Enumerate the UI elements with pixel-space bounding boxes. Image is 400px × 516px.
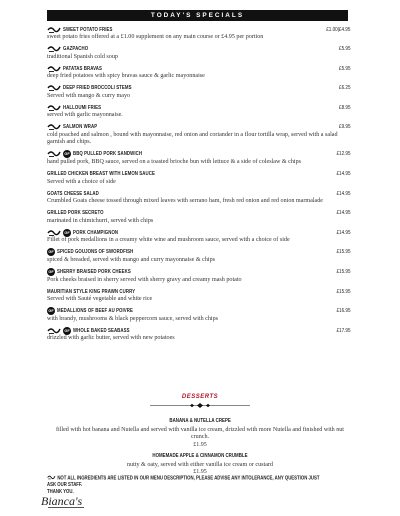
menu-item-price: £15.95 [335, 249, 350, 256]
menu-item-description: sweet potato fries offered at a £1.00 supplement on any main course or £4.95 per portion [47, 34, 264, 40]
gluten-free-icon: GF [64, 328, 70, 333]
desserts-heading: DESSERTS [181, 394, 219, 400]
dessert-description: filled with hot banana and Nutella and served with vanilla ice cream, drizzled with more Nutella and finished with nut crunch. [55, 427, 344, 441]
menu-item-price: £6.25 [338, 85, 350, 92]
menu-item [47, 103, 350, 119]
menu-item-header [47, 287, 350, 296]
specials-banner: TODAY'S SPECIALS [47, 10, 348, 21]
menu-item [47, 248, 350, 264]
menu-item-name: PORK CHAMPIGNON [72, 229, 118, 236]
menu-item-header [47, 189, 350, 198]
menu-item-name: BBQ PULLED PORK SANDWICH [72, 151, 142, 158]
gluten-free-icon: GF [48, 309, 54, 314]
menu-item-price: £1.00|£4.95 [325, 26, 350, 33]
menu-item-description: spiced & breaded, served with mango and curry mayonnaise & chips [47, 256, 216, 263]
gluten-free-icon: GF [48, 250, 54, 255]
menu-item-header [47, 64, 350, 73]
menu-item-price: £5.95 [338, 65, 350, 72]
menu-item-header [47, 326, 350, 335]
menu-item-price: £15.95 [335, 288, 350, 295]
menu-item-description: hand pulled pork, BBQ sauce, served on a toasted brioche bun with lettuce & a side of coleslaw & chips [47, 158, 302, 165]
dessert-name: BANANA & NUTELLA CREPE [169, 418, 231, 424]
vegan-icon [47, 327, 61, 335]
dessert-item [48, 409, 352, 448]
vegan-icon [47, 123, 61, 131]
menu-item-price: £16.95 [335, 308, 350, 315]
menu-item-description: deep fried potatoes with spicy bravas sauce & garlic mayonnaise [47, 73, 205, 80]
menu-item-price: £9.95 [338, 124, 350, 131]
menu-item [47, 84, 350, 100]
menu-item [47, 268, 350, 284]
menu-item-header [47, 25, 350, 34]
menu-item-description: Pork cheeks braised in sherry served with sherry gravy and creamy mash potato [47, 276, 242, 283]
menu-item-price: £14.95 [335, 229, 350, 236]
menu-item-description: cold poached and salmon , bound with mayonnaise, red onion and coriander in a flour tortilla wrap, served with a salad garnish and chips. [47, 131, 338, 146]
menu-item-price: £14.95 [335, 171, 350, 178]
menu-item-name: GRILLED CHICKEN BREAST WITH LEMON SAUCE [47, 171, 155, 178]
menu-item [47, 287, 350, 303]
menu-item-header [47, 103, 350, 112]
menu-item [47, 228, 350, 244]
menu-item-price: £14.95 [335, 210, 350, 217]
dessert-description: nutty & oaty, served with either vanilla ice cream or custard [127, 462, 273, 468]
menu-item-name: SHERRY BRAISED PORK CHEEKS [56, 269, 131, 276]
menu-item-description: marinated in chimichurri, served with chips [47, 217, 154, 224]
menu-item-name: SWEET POTATO FRIES [63, 26, 113, 33]
menu-item-header [47, 170, 350, 179]
dessert-price: £1.95 [193, 441, 207, 448]
menu-item [47, 64, 350, 80]
dessert-price: £1.95 [193, 469, 207, 476]
menu-item-name: SPICED GOUJONS OF SWORDFISH [56, 249, 133, 256]
dessert-item [48, 441, 352, 476]
specials-list [47, 25, 350, 346]
menu-item-header [47, 150, 350, 159]
menu-item-header [47, 248, 350, 257]
logo-underline [48, 507, 84, 508]
menu-item-header [47, 268, 350, 277]
restaurant-logo: Bianca's [41, 494, 83, 508]
menu-item [47, 150, 350, 166]
menu-item-header [47, 123, 350, 132]
menu-item [47, 45, 350, 61]
menu-item [47, 209, 350, 225]
menu-item-name: DEEP FRIED BROCCOLI STEMS [63, 85, 132, 92]
menu-item-name: MEDALLIONS OF BEEF AU POIVRE [56, 308, 133, 315]
menu-item-price: £8.95 [338, 104, 350, 111]
menu-item-name: MAURITIAN STYLE KING PRAWN CURRY [47, 288, 136, 295]
menu-item [47, 326, 350, 342]
vegan-icon [47, 150, 61, 158]
menu-item-header [47, 307, 350, 316]
menu-item-description: drizzled with garlic butter, served with new potatoes [47, 335, 175, 342]
menu-item-price: £14.95 [335, 190, 350, 197]
menu-item-description: Fillet of pork medallions in a creamy white wine and mushroom sauce, served with a choice of side [47, 237, 290, 244]
vegan-icon [47, 84, 61, 92]
thank-you-text: THANK YOU. [47, 489, 74, 496]
menu-item [47, 170, 350, 186]
menu-item [47, 307, 350, 323]
menu-item-price: £15.95 [335, 269, 350, 276]
gluten-free-icon: GF [64, 230, 70, 235]
vegan-icon [47, 474, 56, 482]
allergy-text: NOT ALL INGREDIENTS ARE LISTED IN OUR MENU DESCRIPTION, PLEASE ADVISE ANY INTOLERANCE, ANY QUESTION JUST ASK OUR STAFF. [47, 475, 320, 489]
menu-item-price: £17.95 [335, 327, 350, 334]
menu-item [47, 189, 350, 205]
menu-item [47, 25, 350, 41]
menu-item-description: Served with mango & curry mayo [47, 92, 131, 99]
menu-item-name: SALMON WRAP [63, 124, 98, 131]
dessert-name: HOMEMADE APPLE & CINNAMON CRUMBLE [152, 453, 248, 459]
menu-item-name: WHOLE BAKED SEABASS [72, 327, 130, 334]
menu-item-description: served with garlic mayonnaise. [47, 112, 123, 119]
menu-item-name: HALLOUMI FRIES [63, 104, 102, 111]
menu-item-name: PATATAS BRAVAS [63, 65, 102, 72]
menu-item [47, 123, 350, 147]
menu-item-description: traditional Spanish cold soup [47, 53, 118, 60]
menu-item-price: £12.95 [335, 151, 350, 158]
menu-item-description: with brandy, mushrooms & black peppercorn sauce, served with chips [47, 315, 219, 322]
vegan-icon [47, 65, 61, 73]
menu-item-header [47, 228, 350, 237]
menu-item-header [47, 45, 350, 54]
gluten-free-icon: GF [48, 270, 54, 275]
menu-item-name: GOATS CHEESE SALAD [47, 190, 99, 197]
menu-item-description: Served with Sauté vegetable and white rice [47, 296, 153, 303]
menu-item-description: Crumbled Goats cheese tossed through mixed leaves with serrano ham, fresh red onion and red onion marmalade [47, 198, 324, 205]
ornament-divider [150, 403, 250, 408]
menu-item-header [47, 84, 350, 93]
menu-item-name: GAZPACHO [63, 46, 89, 53]
vegan-icon [47, 229, 61, 237]
gluten-free-icon: GF [64, 152, 70, 157]
vegan-icon [47, 26, 61, 34]
menu-item-price: £5.95 [338, 46, 350, 53]
vegan-icon [47, 104, 61, 112]
menu-item-name: GRILLED PORK SECRETO [47, 210, 104, 217]
allergy-notice [47, 474, 322, 496]
menu-item-header [47, 209, 350, 218]
menu-item-description: Served with a choice of side [47, 178, 116, 185]
vegan-icon [47, 45, 61, 53]
